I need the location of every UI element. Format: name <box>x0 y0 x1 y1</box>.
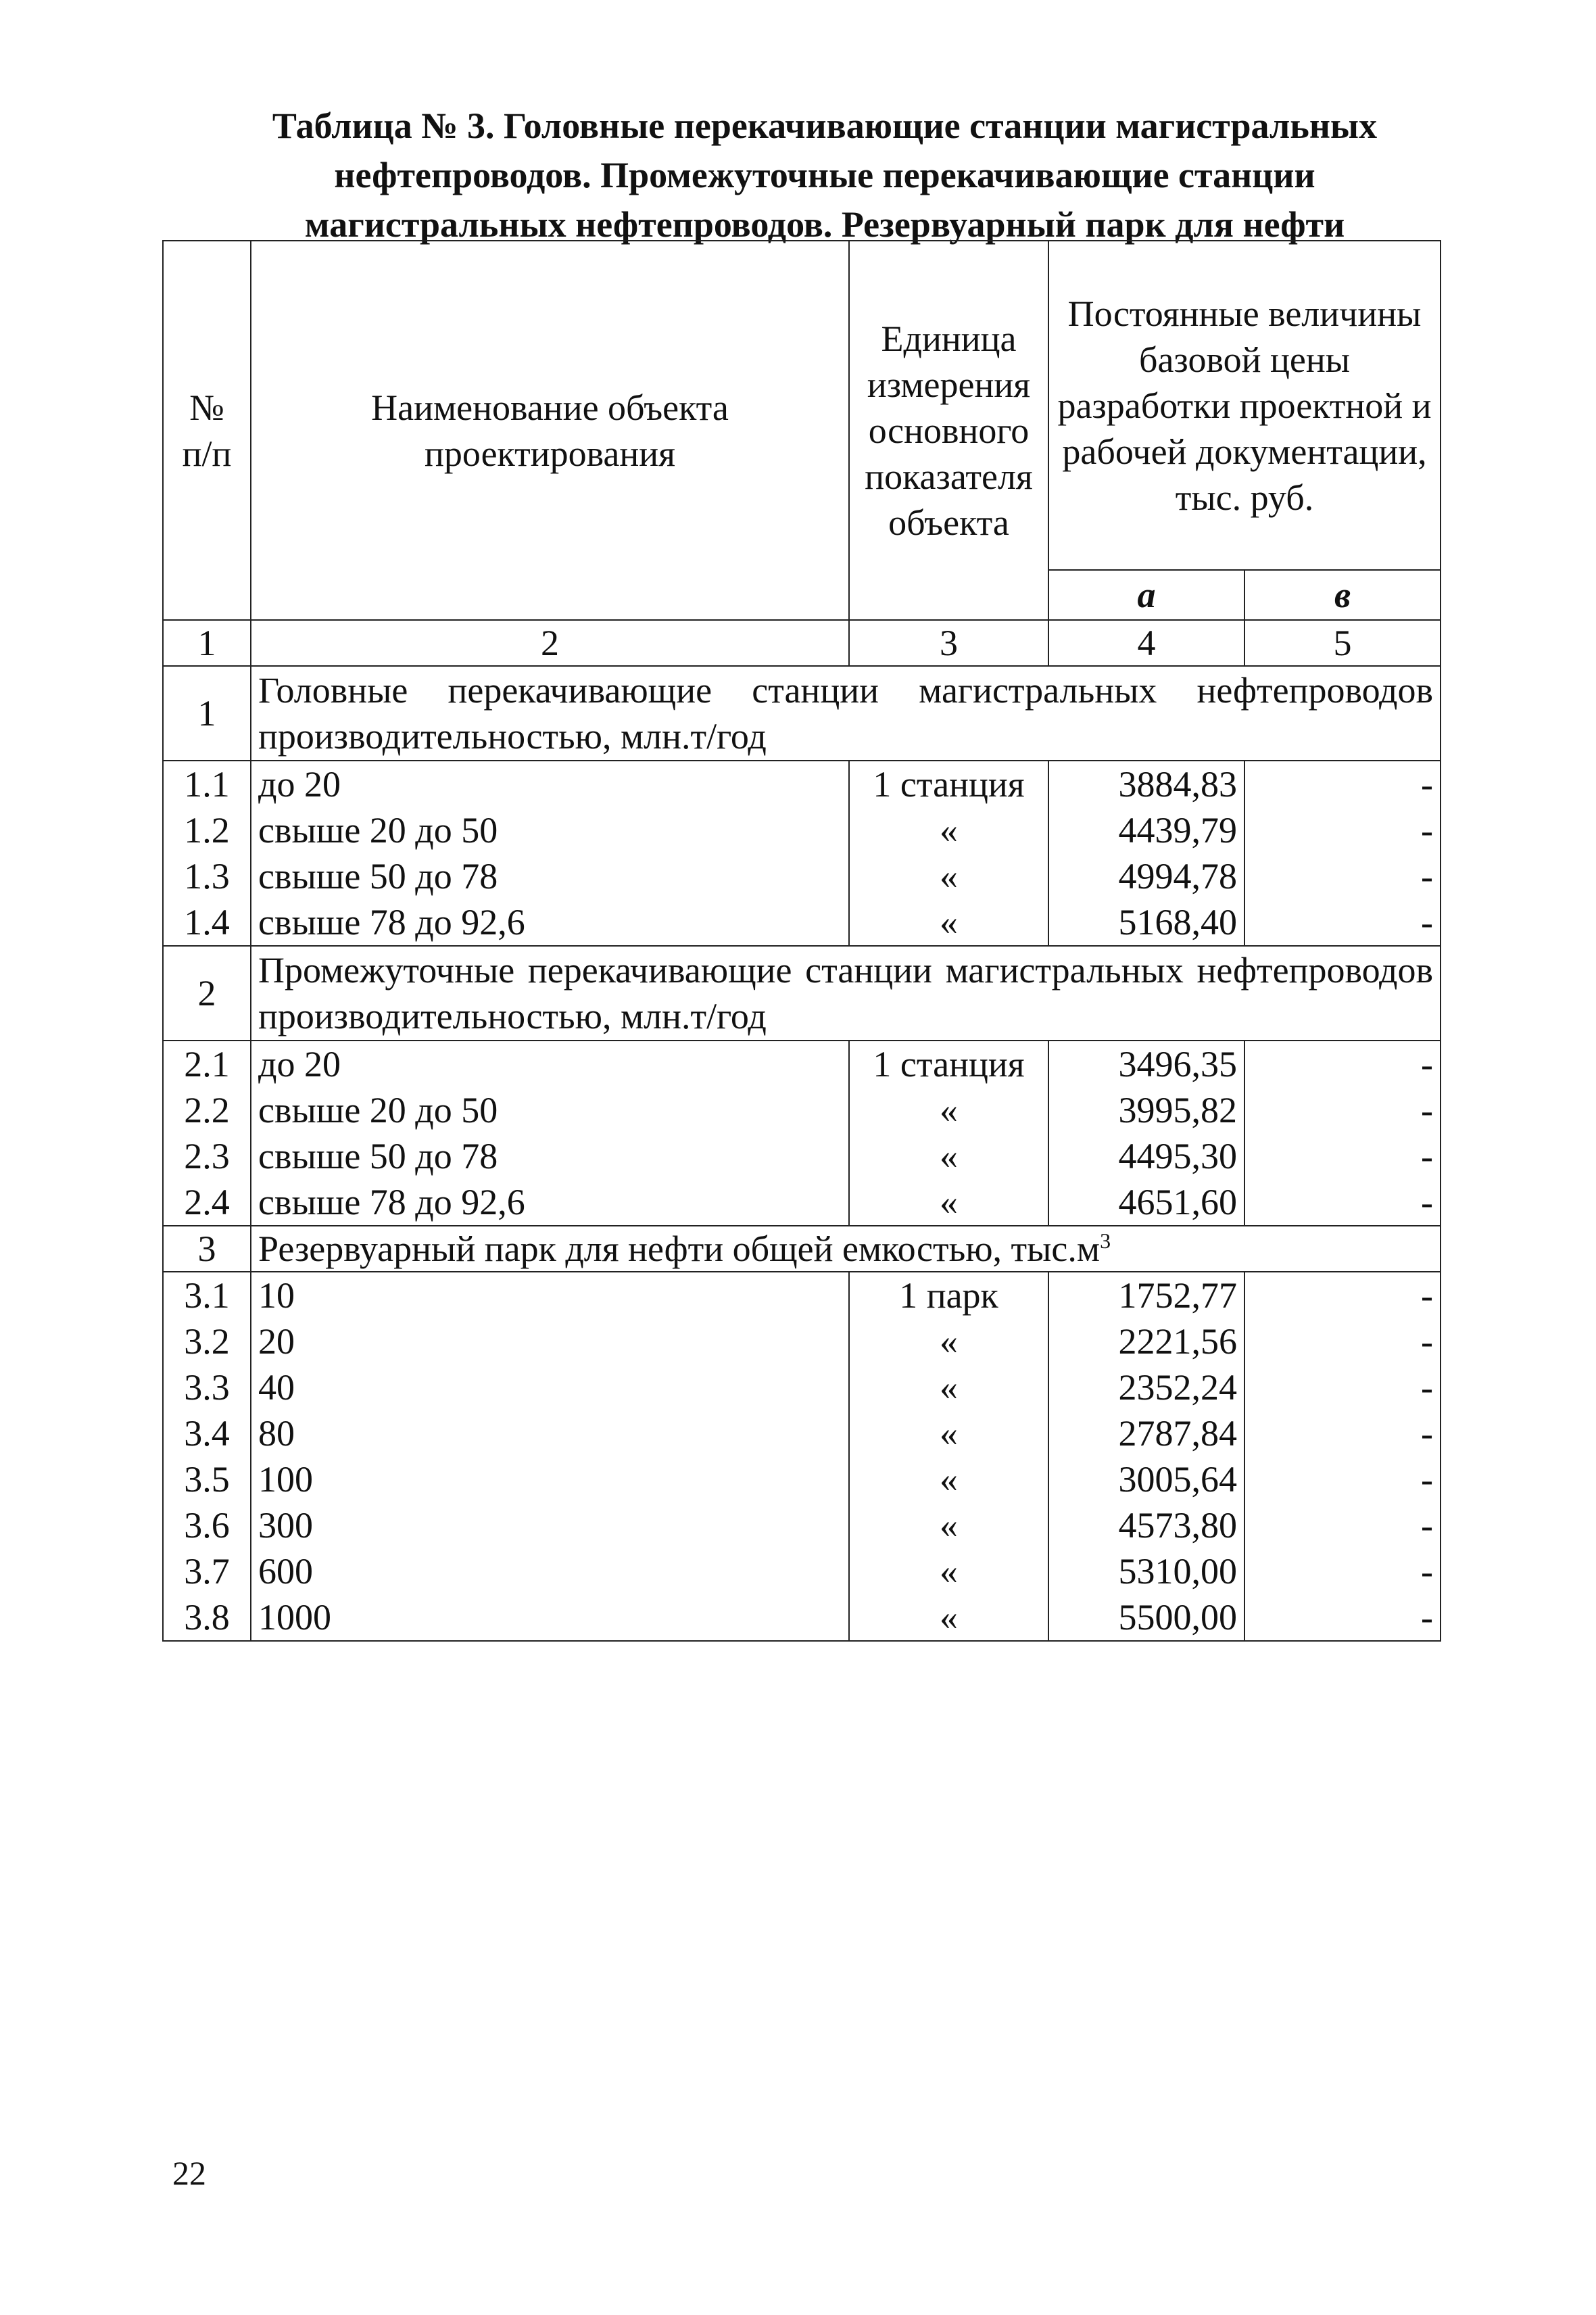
colnum: 4 <box>1048 620 1244 666</box>
section-number: 3 <box>163 1226 251 1272</box>
row-number: 3.3 <box>163 1364 251 1410</box>
row-value-v: - <box>1244 1364 1441 1410</box>
row-number: 3.2 <box>163 1318 251 1364</box>
row-value-v: - <box>1244 1410 1441 1456</box>
section-title: Головные перекачивающие станции магистральных нефтепроводов производительностью, млн.т/год <box>251 666 1441 761</box>
row-value-a: 3496,35 <box>1048 1041 1244 1087</box>
row-number: 3.5 <box>163 1456 251 1502</box>
row-number: 2.1 <box>163 1041 251 1087</box>
header-name: Наименование объекта проектирования <box>251 241 849 620</box>
row-number: 2.4 <box>163 1179 251 1226</box>
row-value-v: - <box>1244 1179 1441 1226</box>
row-value-a: 5310,00 <box>1048 1548 1244 1594</box>
page-number: 22 <box>172 2154 206 2192</box>
row-unit: « <box>849 853 1048 899</box>
row-name: свыше 20 до 50 <box>251 807 849 853</box>
row-value-a: 1752,77 <box>1048 1272 1244 1318</box>
row-name: до 20 <box>251 1041 849 1087</box>
row-name: свыше 50 до 78 <box>251 1133 849 1179</box>
header-sub-v: в <box>1244 570 1441 620</box>
row-number: 2.2 <box>163 1087 251 1133</box>
colnum: 1 <box>163 620 251 666</box>
row-number: 3.7 <box>163 1548 251 1594</box>
row-number: 1.4 <box>163 899 251 946</box>
section-title: Промежуточные перекачивающие станции магистральных нефтепроводов производительностью, млн.т/год <box>251 946 1441 1041</box>
row-number: 3.1 <box>163 1272 251 1318</box>
row-name: свыше 50 до 78 <box>251 853 849 899</box>
price-table <box>162 240 1441 1642</box>
row-value-a: 2221,56 <box>1048 1318 1244 1364</box>
row-number: 3.4 <box>163 1410 251 1456</box>
table-title-line: магистральных нефтепроводов. Резервуарный парк для нефти <box>304 204 1345 245</box>
header-price: Постоянные величины базовой цены разработки проектной и рабочей документации, тыс. руб. <box>1048 241 1441 570</box>
row-value-v: - <box>1244 1456 1441 1502</box>
row-unit: « <box>849 1456 1048 1502</box>
row-unit: « <box>849 1133 1048 1179</box>
row-number: 2.3 <box>163 1133 251 1179</box>
row-unit: « <box>849 1364 1048 1410</box>
row-name: 40 <box>251 1364 849 1410</box>
row-value-a: 4439,79 <box>1048 807 1244 853</box>
row-value-v: - <box>1244 1133 1441 1179</box>
row-unit: « <box>849 1410 1048 1456</box>
row-value-a: 5500,00 <box>1048 1594 1244 1641</box>
row-unit: « <box>849 1548 1048 1594</box>
row-unit: « <box>849 899 1048 946</box>
row-name: 100 <box>251 1456 849 1502</box>
row-value-v: - <box>1244 1502 1441 1548</box>
colnum: 3 <box>849 620 1048 666</box>
row-value-v: - <box>1244 1272 1441 1318</box>
row-name: 1000 <box>251 1594 849 1641</box>
row-number: 3.8 <box>163 1594 251 1641</box>
row-number: 1.3 <box>163 853 251 899</box>
row-name: свыше 20 до 50 <box>251 1087 849 1133</box>
row-name: до 20 <box>251 761 849 807</box>
row-name: 300 <box>251 1502 849 1548</box>
row-unit: « <box>849 1087 1048 1133</box>
row-unit: 1 станция <box>849 761 1048 807</box>
row-value-a: 4495,30 <box>1048 1133 1244 1179</box>
row-name: свыше 78 до 92,6 <box>251 899 849 946</box>
section-title-superscript: 3 <box>1100 1228 1111 1253</box>
row-value-v: - <box>1244 1594 1441 1641</box>
row-value-v: - <box>1244 853 1441 899</box>
row-value-v: - <box>1244 807 1441 853</box>
section-number: 1 <box>163 666 251 761</box>
row-name: 20 <box>251 1318 849 1364</box>
row-value-v: - <box>1244 761 1441 807</box>
row-unit: « <box>849 1594 1048 1641</box>
row-unit: « <box>849 1179 1048 1226</box>
row-value-a: 3005,64 <box>1048 1456 1244 1502</box>
row-value-a: 3884,83 <box>1048 761 1244 807</box>
row-unit: « <box>849 807 1048 853</box>
table-title <box>162 101 1487 249</box>
row-value-a: 2787,84 <box>1048 1410 1244 1456</box>
header-num: № п/п <box>163 241 251 620</box>
row-name: 10 <box>251 1272 849 1318</box>
row-unit: « <box>849 1502 1048 1548</box>
row-unit: 1 станция <box>849 1041 1048 1087</box>
row-number: 1.1 <box>163 761 251 807</box>
row-value-a: 2352,24 <box>1048 1364 1244 1410</box>
row-value-a: 4994,78 <box>1048 853 1244 899</box>
row-unit: 1 парк <box>849 1272 1048 1318</box>
table-title-line: Таблица № 3. Головные перекачивающие станции магистральных <box>272 105 1378 146</box>
row-name: 80 <box>251 1410 849 1456</box>
row-number: 3.6 <box>163 1502 251 1548</box>
row-value-v: - <box>1244 1318 1441 1364</box>
row-value-a: 4573,80 <box>1048 1502 1244 1548</box>
section-title-text: Резервуарный парк для нефти общей емкостью, тыс.м <box>258 1228 1101 1269</box>
row-number: 1.2 <box>163 807 251 853</box>
table-title-line: нефтепроводов. Промежуточные перекачивающие станции <box>334 155 1315 195</box>
colnum: 2 <box>251 620 849 666</box>
row-value-a: 4651,60 <box>1048 1179 1244 1226</box>
row-value-v: - <box>1244 1087 1441 1133</box>
header-sub-a: а <box>1048 570 1244 620</box>
row-value-v: - <box>1244 899 1441 946</box>
row-value-v: - <box>1244 1041 1441 1087</box>
row-name: свыше 78 до 92,6 <box>251 1179 849 1226</box>
row-value-a: 3995,82 <box>1048 1087 1244 1133</box>
section-number: 2 <box>163 946 251 1041</box>
row-value-v: - <box>1244 1548 1441 1594</box>
row-name: 600 <box>251 1548 849 1594</box>
header-unit: Единица измерения основного показателя объекта <box>849 241 1048 620</box>
colnum: 5 <box>1244 620 1441 666</box>
section-title <box>251 1226 1441 1272</box>
row-unit: « <box>849 1318 1048 1364</box>
row-value-a: 5168,40 <box>1048 899 1244 946</box>
